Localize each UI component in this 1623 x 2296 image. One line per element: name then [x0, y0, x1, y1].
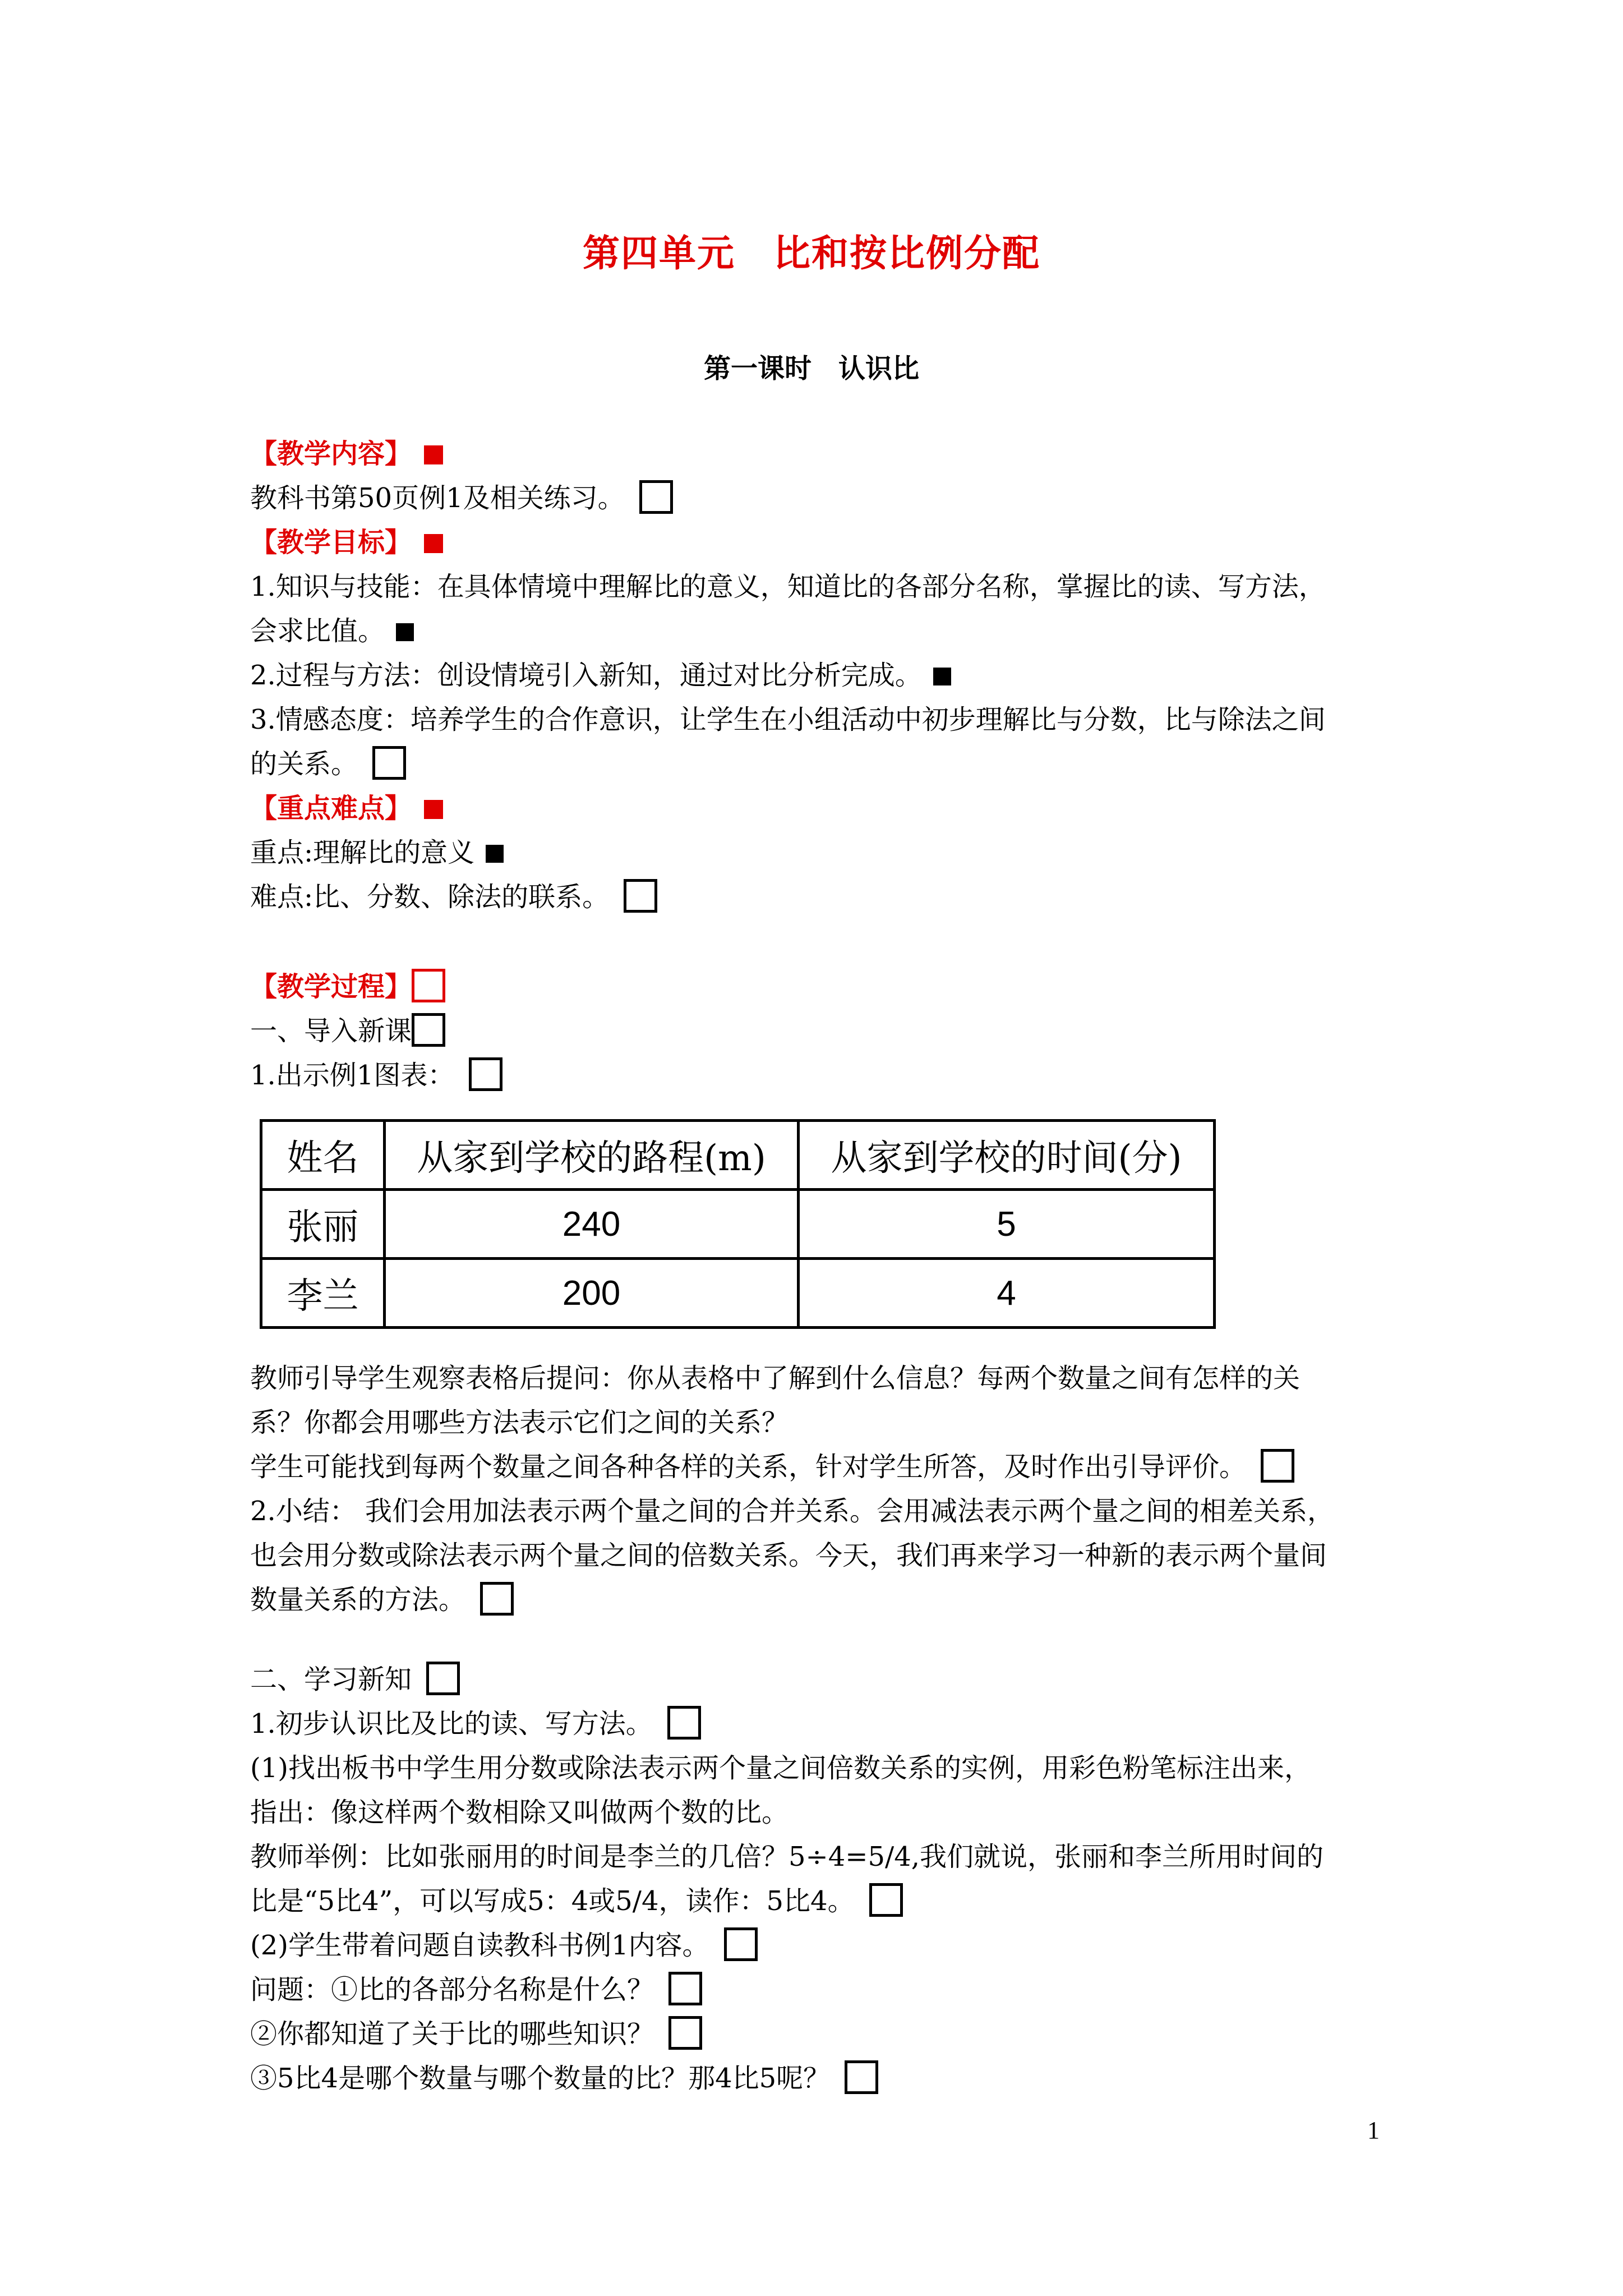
- paragraph-line: 指出：像这样两个数相除又叫做两个数的比。: [250, 1797, 789, 1828]
- paragraph-line: 会求比值。: [250, 609, 1400, 654]
- checkbox[interactable]: [372, 746, 406, 780]
- table-header-row: [261, 1121, 1215, 1190]
- paragraph-line: 重点:理解比的意义: [250, 831, 1400, 875]
- table-cell: 200: [385, 1259, 799, 1328]
- paragraph-line: 教师引导学生观察表格后提问：你从表格中了解到什么信息？每两个数量之间有怎样的关: [250, 1363, 1301, 1394]
- black-square-icon: [933, 668, 951, 685]
- table-cell: 4: [799, 1259, 1215, 1328]
- key-heading-line: [250, 786, 1400, 831]
- paragraph-line: 1.出示例1图表：: [250, 1053, 1400, 1098]
- paragraph-line: 1.知识与技能：在具体情境中理解比的意义，知道比的各部分名称，掌握比的读、写方法，: [250, 571, 1326, 602]
- paragraph-line: 的关系。: [250, 742, 1400, 786]
- content-heading-line: [250, 432, 1400, 476]
- section-heading: 【教学目标】: [250, 527, 412, 558]
- page-number: 1: [1367, 2116, 1380, 2144]
- process-heading-line: [250, 965, 1400, 1009]
- paragraph-line: 一、导入新课: [250, 1009, 1400, 1053]
- paragraph-line: ③5比4是哪个数量与哪个数量的比？那4比5呢？: [250, 2056, 1400, 2101]
- red-square-icon: [424, 800, 443, 819]
- checkbox[interactable]: [624, 879, 657, 913]
- table-cell: 李兰: [261, 1259, 385, 1328]
- table-row: [261, 1190, 1215, 1259]
- paragraph-line: 2.过程与方法：创设情境引入新知，通过对比分析完成。: [250, 654, 1400, 698]
- checkbox[interactable]: [845, 2060, 878, 2094]
- table-row: [261, 1259, 1215, 1328]
- checkbox[interactable]: [668, 1972, 702, 2005]
- red-square-icon: [424, 445, 443, 464]
- black-square-icon: [396, 623, 414, 641]
- paragraph-line: 学生可能找到每两个数量之间各种各样的关系，针对学生所答，及时作出引导评价。: [250, 1445, 1400, 1489]
- paragraph-line: 教科书第50页例1及相关练习。: [250, 476, 1400, 521]
- table-cell: 张丽: [261, 1190, 385, 1259]
- table-header-cell: 从家到学校的路程(m): [385, 1121, 799, 1190]
- distance-time-table: [260, 1119, 1216, 1329]
- paragraph-line: (2)学生带着问题自读教科书例1内容。: [250, 1924, 1400, 1968]
- paragraph-line: 2.小结： 我们会用加法表示两个量之间的合并关系。会用减法表示两个量之间的相差关系，: [250, 1496, 1335, 1527]
- paragraph-line: 数量关系的方法。: [250, 1578, 1400, 1622]
- paragraph-line: ②你都知道了关于比的哪些知识？: [250, 2012, 1400, 2056]
- checkbox[interactable]: [426, 1662, 460, 1695]
- paragraph-line: 比是“5比4”，可以写成5：4或5/4，读作：5比4。: [250, 1879, 1400, 1924]
- checkbox[interactable]: [668, 2016, 702, 2050]
- paragraph-line: 1.初步认识比及比的读、写方法。: [250, 1702, 1400, 1746]
- paragraph-line: (1)找出板书中学生用分数或除法表示两个量之间倍数关系的实例，用彩色粉笔标注出来，: [250, 1752, 1311, 1784]
- checkbox[interactable]: [724, 1927, 758, 1961]
- paragraph-line: 3.情感态度：培养学生的合作意识，让学生在小组活动中初步理解比与分数，比与除法之间: [250, 704, 1326, 735]
- checkbox[interactable]: [469, 1057, 502, 1091]
- table-header-cell: 姓名: [261, 1121, 385, 1190]
- black-square-icon: [486, 845, 504, 863]
- checkbox[interactable]: [412, 1013, 445, 1047]
- table-header-cell: 从家到学校的时间(分): [799, 1121, 1215, 1190]
- lesson-subtitle: 第一课时 认识比: [703, 353, 919, 384]
- page-title: 第四单元 比和按比例分配: [583, 231, 1040, 275]
- paragraph-line: 教师举例：比如张丽用的时间是李兰的几倍？5÷4=5/4,我们就说，张丽和李兰所用时间的: [250, 1841, 1324, 1872]
- checkbox[interactable]: [412, 969, 445, 1002]
- checkbox[interactable]: [869, 1883, 903, 1917]
- checkbox[interactable]: [639, 480, 673, 514]
- paragraph-line: 二、学习新知: [250, 1658, 1400, 1702]
- section-heading: 【重点难点】: [250, 793, 412, 824]
- goals-heading-line: [250, 521, 1400, 565]
- checkbox[interactable]: [1261, 1449, 1294, 1483]
- red-square-icon: [424, 534, 443, 553]
- checkbox[interactable]: [480, 1582, 514, 1616]
- paragraph-line: 也会用分数或除法表示两个量之间的倍数关系。今天，我们再来学习一种新的表示两个量间: [250, 1540, 1327, 1571]
- table-cell: 240: [385, 1190, 799, 1259]
- section-heading: 【教学过程】: [250, 971, 412, 1002]
- paragraph-line: 难点:比、分数、除法的联系。: [250, 875, 1400, 919]
- paragraph-line: 系？你都会用哪些方法表示它们之间的关系？: [250, 1407, 789, 1438]
- section-heading: 【教学内容】: [250, 438, 412, 470]
- paragraph-line: 问题：①比的各部分名称是什么？: [250, 1968, 1400, 2012]
- checkbox[interactable]: [667, 1706, 701, 1740]
- table-cell: 5: [799, 1190, 1215, 1259]
